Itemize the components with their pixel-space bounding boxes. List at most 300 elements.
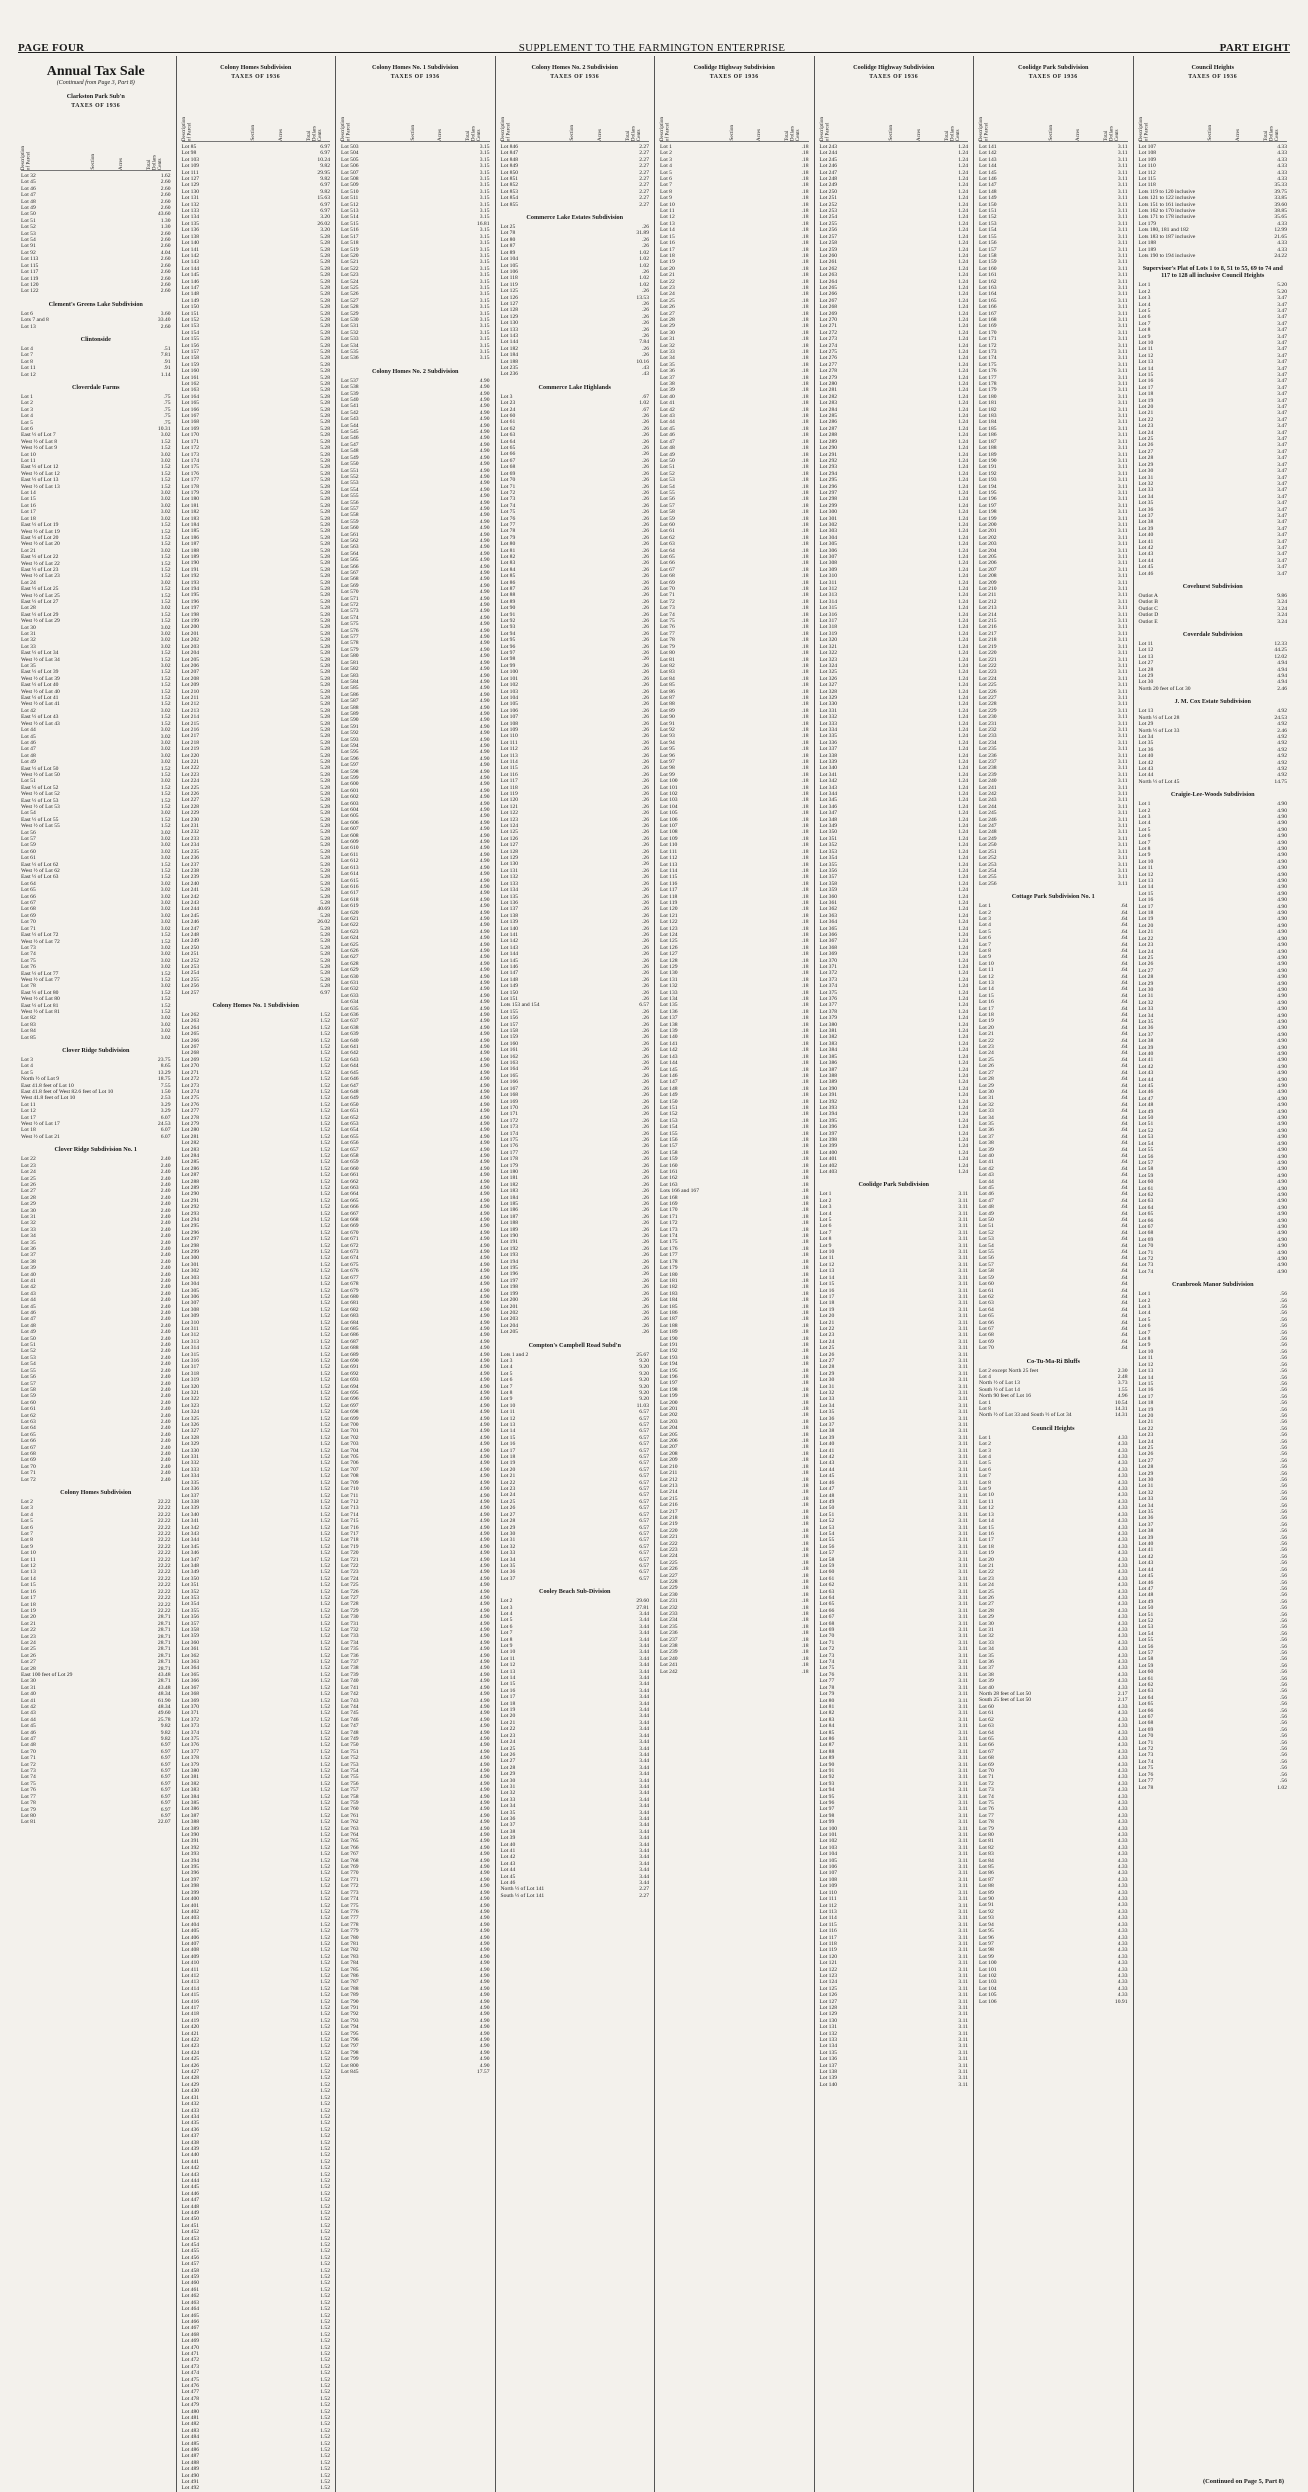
parcel-description: Lot 391 <box>181 1838 200 1845</box>
parcel-tax-amount: .18 <box>801 643 809 650</box>
parcel-description: Lot 528 <box>341 304 359 311</box>
parcel-tax-amount: .26 <box>642 432 649 439</box>
parcel-tax-amount: 1.52 <box>160 816 171 823</box>
parcel-description: Lot 30 <box>500 1777 516 1784</box>
parcel-tax-amount: 1.24 <box>958 1136 968 1143</box>
parcel-tax-amount: 4.90 <box>479 1088 490 1095</box>
parcel-description: Lot 220 <box>181 752 200 759</box>
parcel-description: Lot 16 <box>21 1588 36 1595</box>
parcel-tax-amount: 3.11 <box>958 1422 968 1429</box>
parcel-tax-amount: 1.52 <box>320 2382 330 2389</box>
parcel-description: Lot 322 <box>819 650 838 657</box>
parcel-description: Lot 581 <box>341 659 359 666</box>
column-headers <box>182 83 331 142</box>
parcel-tax-amount: .26 <box>642 996 649 1002</box>
parcel-description: Lot 45 <box>660 425 675 432</box>
parcel-tax-amount: 1.52 <box>320 1921 330 1928</box>
parcel-tax-amount: 1.24 <box>958 701 968 708</box>
parcel-tax-amount: 3.11 <box>958 1473 968 1480</box>
parcel-description: Lot 14 <box>819 1274 835 1281</box>
parcel-tax-amount: .18 <box>801 733 809 740</box>
parcel-tax-amount: 1.52 <box>320 2267 330 2274</box>
parcel-tax-amount: 1.52 <box>320 1274 330 1281</box>
parcel-description: Lot 276 <box>181 1101 200 1108</box>
parcel-description: Lot 175 <box>660 1239 678 1246</box>
parcel-tax-amount: 5.28 <box>320 496 330 503</box>
parcel-tax-amount: .26 <box>642 451 649 458</box>
parcel-description: Lot 450 <box>181 2216 200 2223</box>
parcel-tax-amount: 2.40 <box>160 1335 171 1342</box>
parcel-description: Lot 47 <box>21 1736 36 1743</box>
parcel-tax-amount: 3.02 <box>160 727 171 734</box>
parcel-tax-amount: .18 <box>801 605 809 612</box>
parcel-tax-amount: 5.28 <box>320 477 330 484</box>
parcel-description: Lot 423 <box>181 2043 200 2050</box>
parcel-description: Lot 676 <box>341 1268 359 1275</box>
parcel-tax-amount: .26 <box>642 1207 649 1214</box>
parcel-tax-amount: 1.24 <box>958 169 968 176</box>
parcel-description: Lot 8 <box>500 1389 513 1396</box>
parcel-tax-amount: 3.11 <box>958 1486 968 1493</box>
parcel-tax-amount: 1.52 <box>320 1992 330 1999</box>
parcel-description: Lot 127 <box>660 951 678 958</box>
parcel-description: Lot 271 <box>819 323 838 330</box>
parcel-description: Lot 226 <box>660 1566 678 1573</box>
parcel-description: Lot 445 <box>181 2184 200 2191</box>
parcel-tax-amount: 1.52 <box>320 1896 330 1903</box>
parcel-tax-amount: .26 <box>642 951 649 958</box>
parcel-tax-amount: 4.04 <box>160 249 171 256</box>
parcel-description: Lot 162 <box>181 381 200 388</box>
parcel-tax-amount: 1.52 <box>160 932 171 939</box>
parcel-tax-amount: .26 <box>642 701 649 708</box>
parcel-tax-amount: 4.90 <box>479 1883 490 1890</box>
parcel-description: Lot 341 <box>181 1518 200 1525</box>
parcel-tax-amount: 1.52 <box>320 2370 330 2377</box>
parcel-tax-amount: 5.28 <box>320 278 330 285</box>
parcel-tax-amount: 1.24 <box>958 534 968 541</box>
parcel-description: Lot 42 <box>21 707 36 714</box>
parcel-tax-amount: 1.52 <box>320 2037 330 2044</box>
parcel-description: Lot 216 <box>660 1502 678 1509</box>
parcel-tax-amount: 3.11 <box>958 1332 968 1339</box>
parcel-description: Lot 159 <box>660 1156 678 1163</box>
parcel-tax-amount: 3.02 <box>160 925 171 932</box>
parcel-description: Lot 147 <box>660 1079 678 1086</box>
parcel-row <box>660 1669 809 1675</box>
parcel-tax-amount: 4.90 <box>479 1236 490 1243</box>
parcel-tax-amount: .18 <box>801 1393 809 1400</box>
parcel-description: Lot 12 <box>21 1563 36 1570</box>
parcel-description: Lot 285 <box>181 1159 200 1166</box>
parcel-description: Lot 378 <box>819 1008 838 1015</box>
parcel-tax-amount: 5.28 <box>320 880 330 887</box>
parcel-tax-amount: 1.24 <box>958 457 968 464</box>
parcel-description: Lot 788 <box>341 1985 359 1992</box>
parcel-tax-amount: 1.52 <box>320 2056 330 2063</box>
parcel-description: Lot 78 <box>660 637 675 644</box>
parcel-tax-amount: 4.90 <box>479 941 490 948</box>
parcel-description: Lot 97 <box>660 759 675 765</box>
parcel-tax-amount: 6.97 <box>160 1793 171 1800</box>
parcel-description: Lot 3 <box>819 1204 832 1211</box>
parcel-tax-amount: 1.52 <box>320 2210 330 2216</box>
parcel-description: Lot 276 <box>819 355 838 362</box>
parcel-description: Lot 142 <box>500 938 519 945</box>
parcel-tax-amount: 3.11 <box>958 1607 968 1614</box>
parcel-tax-amount: 3.44 <box>639 1809 649 1816</box>
parcel-description: Lot 424 <box>181 2049 200 2056</box>
parcel-tax-amount: 1.24 <box>958 278 968 285</box>
parcel-description: Lot 649 <box>341 1095 359 1102</box>
parcel-description: Lot 334 <box>181 1473 200 1480</box>
parcel-tax-amount: .26 <box>642 1316 649 1323</box>
parcel-description: Lot 102 <box>500 682 519 689</box>
parcel-tax-amount: 2.60 <box>160 237 171 244</box>
parcel-tax-amount: 6.57 <box>639 1518 649 1525</box>
parcel-tax-amount: .26 <box>642 243 649 250</box>
parcel-tax-amount: 1.24 <box>958 944 968 951</box>
parcel-description: West ½ of Lot 53 <box>21 803 60 810</box>
parcel-tax-amount: .18 <box>801 919 809 926</box>
parcel-description: Lot 75 <box>500 509 516 516</box>
parcel-tax-amount: 1.52 <box>320 1761 330 1768</box>
parcel-description: Lot 219 <box>660 1521 678 1528</box>
parcel-tax-amount: 5.28 <box>320 509 330 516</box>
parcel-description: Lot 265 <box>181 1031 200 1038</box>
parcel-description: Lot 316 <box>181 1357 200 1364</box>
parcel-description: Lot 69 <box>21 912 36 919</box>
parcel-description: Lot 275 <box>181 1095 200 1102</box>
parcel-description: Lot 786 <box>341 1972 359 1979</box>
parcel-description: Lot 320 <box>181 1383 200 1390</box>
parcel-tax-amount: .18 <box>801 1015 809 1022</box>
parcel-description: Lot 313 <box>819 592 838 599</box>
parcel-tax-amount: .26 <box>642 887 649 894</box>
parcel-description: Lot 290 <box>181 1191 200 1198</box>
parcel-description: Lot 352 <box>819 842 838 849</box>
parcel-tax-amount: 4.90 <box>479 883 490 890</box>
parcel-tax-amount: 4.90 <box>479 2017 490 2024</box>
parcel-description: Lot 26 <box>500 1505 516 1512</box>
parcel-description: Lot 182 <box>500 345 519 352</box>
parcel-description: Lot 16 <box>500 1687 516 1694</box>
parcel-description: Lot 616 <box>341 883 359 890</box>
parcel-tax-amount: 1.24 <box>958 951 968 958</box>
parcel-description: Lot 54 <box>21 810 36 817</box>
parcel-tax-amount: 2.40 <box>160 1258 171 1265</box>
parcel-description: Lot 651 <box>341 1108 359 1115</box>
parcel-description: Lot 409 <box>181 1953 200 1960</box>
parcel-description: Lot 518 <box>341 240 359 247</box>
parcel-description: Lot 29 <box>660 323 675 330</box>
parcel-tax-amount: .18 <box>801 1060 809 1067</box>
parcel-description: Lot 256 <box>819 227 838 234</box>
parcel-tax-amount: .26 <box>642 726 649 733</box>
parcel-description: Lot 207 <box>660 1444 678 1451</box>
parcel-description: Lot 738 <box>341 1665 359 1672</box>
parcel-description: West ½ of Lot 62 <box>21 868 60 875</box>
parcel-tax-amount: 9.20 <box>639 1383 649 1390</box>
parcel-description: Lot 115 <box>500 765 518 772</box>
parcel-tax-amount: 4.90 <box>479 1947 490 1954</box>
parcel-description: Lot 161 <box>660 1169 678 1175</box>
parcel-description: Lot 32 <box>21 637 36 644</box>
parcel-tax-amount: 6.07 <box>160 1133 171 1140</box>
parcel-description: Lot 29 <box>500 1524 516 1531</box>
parcel-tax-amount: 1.52 <box>320 2344 330 2351</box>
parcel-description: Lot 623 <box>341 928 359 935</box>
parcel-tax-amount: 5.28 <box>320 393 330 400</box>
parcel-description: Lot 538 <box>341 384 359 391</box>
parcel-tax-amount: 1.24 <box>958 964 968 970</box>
parcel-tax-amount: 3.15 <box>479 342 490 349</box>
parcel-description: Lot 4 <box>500 1364 513 1371</box>
parcel-description: Lot 43 <box>21 1710 36 1717</box>
parcel-description: Lot 40 <box>819 1441 835 1448</box>
parcel-description: Lot 252 <box>819 201 838 208</box>
parcel-tax-amount: .26 <box>642 1130 649 1137</box>
parcel-tax-amount: 4.90 <box>479 1787 490 1794</box>
parcel-tax-amount: .18 <box>801 1175 809 1182</box>
parcel-description: Lot 81 <box>21 1819 36 1826</box>
parcel-description: Lot 732 <box>341 1627 359 1634</box>
parcel-tax-amount: 1.24 <box>958 669 968 676</box>
parcel-tax-amount: 3.44 <box>639 1610 649 1617</box>
parcel-description: Lot 198 <box>181 611 200 618</box>
parcel-tax-amount: .18 <box>801 983 809 990</box>
parcel-tax-amount: 3.15 <box>479 297 490 304</box>
parcel-tax-amount: 5.28 <box>320 823 330 830</box>
parcel-tax-amount: .18 <box>801 867 809 874</box>
parcel-tax-amount: 4.90 <box>479 730 490 737</box>
parcel-tax-amount: .18 <box>801 278 809 285</box>
parcel-tax-amount: .18 <box>801 1508 809 1515</box>
parcel-description: Lot 705 <box>341 1454 359 1461</box>
parcel-description: Lot 156 <box>181 342 200 349</box>
parcel-tax-amount: .26 <box>642 345 649 352</box>
parcel-tax-amount: 4.90 <box>479 1133 490 1140</box>
parcel-description: Lot 672 <box>341 1242 359 1249</box>
parcel-tax-amount: 3.11 <box>958 1595 968 1601</box>
parcel-description: Lot 88 <box>660 701 675 708</box>
parcel-tax-amount: .26 <box>642 656 649 663</box>
parcel-tax-amount: 1.52 <box>320 1076 330 1083</box>
parcel-tax-amount: 2.40 <box>160 1181 171 1188</box>
parcel-tax-amount: 1.52 <box>320 1364 330 1371</box>
parcel-description: Lot 30 <box>21 1678 36 1685</box>
parcel-tax-amount: .18 <box>801 1367 809 1374</box>
parcel-tax-amount: 3.02 <box>160 906 171 913</box>
parcel-tax-amount: 3.44 <box>639 1796 649 1803</box>
column-headers <box>660 83 809 142</box>
parcel-tax-amount: .18 <box>801 759 809 765</box>
parcel-description: Lot 374 <box>819 983 838 990</box>
parcel-tax-amount: 1.52 <box>320 2171 330 2178</box>
parcel-description: Lot 332 <box>819 714 838 721</box>
parcel-description: Lot 153 <box>181 323 200 330</box>
parcel-tax-amount: 4.90 <box>479 960 490 967</box>
parcel-description: Lot 446 <box>181 2190 200 2197</box>
parcel-tax-amount: .18 <box>801 624 809 631</box>
parcel-description: Lot 18 <box>21 515 36 522</box>
parcel-tax-amount: 1.52 <box>320 2254 330 2261</box>
parcel-description: Lot 178 <box>660 1258 678 1265</box>
parcel-tax-amount: 1.52 <box>320 2216 330 2223</box>
parcel-description: Lot 46 <box>819 1479 835 1486</box>
parcel-tax-amount: 5.28 <box>320 483 330 490</box>
parcel-tax-amount: 1.24 <box>958 643 968 650</box>
parcel-description: Lot 204 <box>181 650 200 657</box>
parcel-tax-amount: .26 <box>642 765 649 772</box>
parcel-tax-amount: 2.40 <box>160 1463 171 1470</box>
parcel-tax-amount: 1.52 <box>320 1870 330 1877</box>
parcel-description: Lot 395 <box>819 1117 838 1124</box>
parcel-tax-amount: 1.24 <box>958 259 968 266</box>
parcel-description: Lot 698 <box>341 1409 359 1416</box>
parcel-description: Lot 91 <box>660 720 675 727</box>
parcel-tax-amount: 22.22 <box>157 1569 171 1576</box>
parcel-description: Lot 133 <box>660 989 678 996</box>
parcel-description: Lot 15 <box>21 496 36 503</box>
parcel-tax-amount: .26 <box>642 643 649 650</box>
parcel-tax-amount: 3.11 <box>958 1274 968 1281</box>
parcel-description: Lot 21 <box>21 547 36 554</box>
parcel-description: Lot 72 <box>21 1761 36 1768</box>
parcel-description: Lot 520 <box>341 252 359 259</box>
subdivision-title: Colony Homes No. 2 Subdivision <box>372 367 459 375</box>
parcel-tax-amount: 6.97 <box>160 1742 171 1749</box>
parcel-description: Lot 438 <box>181 2139 200 2146</box>
parcel-description: West ½ of Lot 12 <box>21 470 60 477</box>
parcel-tax-amount: 3.11 <box>958 1313 968 1320</box>
parcel-tax-amount: 3.11 <box>958 1441 968 1448</box>
parcel-description: Lot 181 <box>660 1277 678 1284</box>
parcel-tax-amount: .18 <box>801 1623 809 1630</box>
parcel-tax-amount: 2.40 <box>160 1431 171 1438</box>
parcel-description: Lot 4 <box>500 1610 513 1617</box>
parcel-tax-amount: .18 <box>801 906 809 913</box>
parcel-description: Lot 76 <box>21 1787 36 1794</box>
parcel-tax-amount: 4.90 <box>479 1383 490 1390</box>
parcel-tax-amount: 4.90 <box>479 723 490 730</box>
parcel-description: Lot 376 <box>181 1742 200 1749</box>
parcel-description: Lot 513 <box>341 208 359 215</box>
parcel-description: Lot 221 <box>181 759 200 765</box>
parcel-tax-amount: .18 <box>801 726 809 733</box>
parcel-description: Lot 44 <box>21 727 36 734</box>
parcel-tax-amount: 1.52 <box>160 483 171 490</box>
parcel-tax-amount: 4.90 <box>479 1197 490 1204</box>
parcel-description: Lot 282 <box>181 1140 200 1147</box>
parcel-tax-amount: 3.44 <box>639 1783 649 1790</box>
parcel-description: Lot 384 <box>819 1047 838 1054</box>
parcel-tax-amount: 1.52 <box>320 1377 330 1384</box>
parcel-tax-amount: .18 <box>801 413 809 420</box>
parcel-tax-amount: 3.02 <box>160 880 171 887</box>
parcel-description: Lot 63 <box>21 1418 36 1425</box>
parcel-tax-amount: 6.97 <box>320 989 330 996</box>
parcel-tax-amount: 1.52 <box>320 1774 330 1781</box>
parcel-tax-amount: 1.24 <box>958 1047 968 1054</box>
parcel-description: Lot 183 <box>181 515 200 522</box>
parcel-tax-amount: 3.44 <box>639 1694 649 1701</box>
parcel-tax-amount: .18 <box>801 989 809 996</box>
parcel-description: Lot 124 <box>660 931 678 938</box>
parcel-description: Lot 31 <box>819 1383 835 1390</box>
parcel-tax-amount: .18 <box>801 1226 809 1233</box>
parcel-tax-amount: 1.24 <box>958 265 968 272</box>
parcel-tax-amount: 4.90 <box>479 980 490 986</box>
parcel-description: Lot 115 <box>660 874 678 881</box>
parcel-description: Lot 113 <box>660 861 678 868</box>
parcel-tax-amount: 4.90 <box>479 653 490 660</box>
parcel-description: Lot 106 <box>660 816 678 823</box>
parcel-description: Lot 101 <box>500 675 519 682</box>
parcel-description: Lot 79 <box>21 1806 36 1813</box>
parcel-tax-amount: 1.52 <box>320 1351 330 1358</box>
parcel-description: Lot 209 <box>660 1457 678 1464</box>
parcel-tax-amount: 1.52 <box>320 1716 330 1723</box>
parcel-tax-amount: 3.11 <box>958 1287 968 1294</box>
parcel-tax-amount: .26 <box>642 810 649 817</box>
parcel-description: Lot 667 <box>341 1210 359 1217</box>
parcel-tax-amount: .26 <box>642 1124 649 1131</box>
parcel-tax-amount: .26 <box>642 1277 649 1284</box>
parcel-description: Lot 136 <box>181 227 200 234</box>
parcel-description: Lot 32 <box>660 342 675 349</box>
parcel-description: Lot 156 <box>500 1015 519 1022</box>
parcel-tax-amount: 22.22 <box>157 1582 171 1589</box>
parcel-description: Lot 127 <box>500 842 519 849</box>
parcel-tax-amount: .26 <box>642 579 649 586</box>
parcel-tax-amount: 2.40 <box>160 1303 171 1310</box>
parcel-description: Lot 158 <box>181 355 200 362</box>
parcel-tax-amount: 1.52 <box>320 1152 330 1159</box>
parcel-tax-amount: .26 <box>642 611 649 618</box>
parcel-tax-amount: 1.24 <box>958 406 968 413</box>
column-headers <box>341 83 490 142</box>
parcel-description: Lot 717 <box>341 1530 359 1537</box>
parcel-description: Lot 12 <box>21 371 36 378</box>
parcel-description: Lot 188 <box>500 358 519 365</box>
parcel-tax-amount: 5.28 <box>320 349 330 355</box>
parcel-row <box>501 371 650 377</box>
parcel-tax-amount: 4.90 <box>479 473 490 480</box>
parcel-tax-amount: 2.60 <box>160 262 171 269</box>
parcel-description: Lot 281 <box>181 1133 200 1140</box>
parcel-description: Lot 579 <box>341 646 359 653</box>
parcel-tax-amount: 3.44 <box>639 1854 649 1861</box>
parcel-tax-amount: 1.24 <box>958 919 968 926</box>
parcel-description: Lot 119 <box>660 899 678 906</box>
parcel-description: Lot 64 <box>660 547 675 554</box>
parcel-tax-amount: 1.24 <box>958 220 968 227</box>
parcel-tax-amount: 1.52 <box>160 592 171 599</box>
parcel-description: Lot 47 <box>819 1486 835 1493</box>
parcel-description: Lot 352 <box>181 1588 200 1595</box>
parcel-description: East ½ of Lot 13 <box>21 477 59 484</box>
column-3 <box>335 56 495 2492</box>
parcel-tax-amount: .26 <box>642 829 649 836</box>
parcel-description: Lot 172 <box>500 1117 519 1124</box>
parcel-description: Lot 795 <box>341 2030 359 2037</box>
parcel-description: Lot 309 <box>819 566 838 573</box>
parcel-description: Lot 370 <box>181 1703 200 1710</box>
parcel-tax-amount: 1.52 <box>320 2415 330 2421</box>
parcel-description: Lot 173 <box>500 1124 519 1131</box>
parcel-description: Lot 712 <box>341 1498 359 1505</box>
